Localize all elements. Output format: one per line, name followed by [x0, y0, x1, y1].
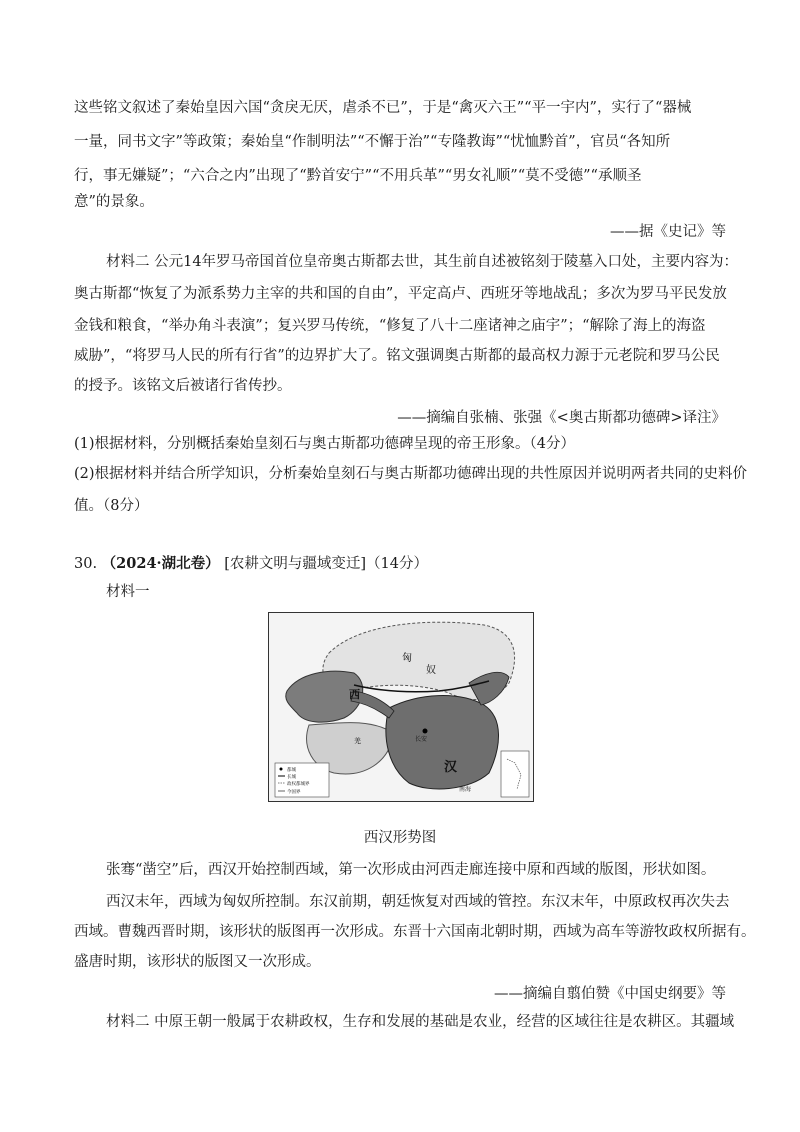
q30-material2-line: 材料二 中原王朝一般属于农耕政权，生存和发展的基础是农业，经营的区域往往是农耕区。其疆域	[106, 1014, 735, 1030]
question-2-line-1: (2)根据材料并结合所学知识，分析秦始皇刻石与奥古斯都功德碑出现的共性原因并说明两者共同的史料价	[74, 466, 748, 482]
question-30-header	[74, 554, 428, 574]
label-han: 汉	[444, 760, 458, 775]
label-nanhai: 南海	[459, 786, 472, 793]
material2-line-5: 的授予。该铭文后被诸行省传抄。	[74, 378, 292, 394]
label-changan: 长安	[415, 736, 428, 743]
material1-line-4: 意”的景象。	[74, 194, 154, 210]
material1-line-3: 行，事无嫌疑”；“六合之内”出现了“黔首安宁”“不用兵革”“男女礼顺”“莫不受德”“承顺圣	[74, 168, 642, 184]
material2-line-2: 奥古斯都“恢复了为派系势力主宰的共和国的自由”，平定高卢、西班牙等地战乱；多次为罗马平民发放	[74, 286, 727, 302]
label-xi: 西	[349, 688, 360, 701]
material1-line-2: 一量，同书文字”等政策；秦始皇“作制明法”“不懈于治”“专隆教诲”“忧恤黔首”，官员“各知所	[74, 134, 671, 150]
q30-material1-label: 材料一	[106, 584, 150, 600]
material2-line-4: 威胁”，“将罗马人民的所有行省”的边界扩大了。铭文强调奥古斯都的最高权力源于元老院和罗马公民	[74, 348, 720, 364]
material2-line-3: 金钱和粮食，“举办角斗表演”；复兴罗马传统，“修复了八十二座诸神之庙宇”；“解除了海上的海盗	[74, 318, 706, 334]
legend-capital-symbol	[280, 768, 283, 771]
paragraph-2-line-3: 盛唐时期，该形状的版图又一次形成。	[74, 954, 321, 970]
question-1: (1)根据材料，分别概括秦始皇刻石与奥古斯都功德碑呈现的帝王形象。（4分）	[74, 436, 576, 452]
map-svg	[269, 613, 533, 801]
material2-source: ——摘编自张楠、张强《<奥古斯都功德碑>译注》	[397, 410, 726, 426]
map-caption: 西汉形势图	[363, 830, 437, 846]
material1-line-1: 这些铭文叙述了秦始皇因六国“贪戾无厌，虐杀不已”，于是“禽灭六王”“平一宇内”，实行了“器械	[74, 100, 692, 116]
material1-source: ——据《史记》等	[610, 224, 726, 240]
map-legend	[275, 763, 329, 797]
question-2-line-2: 值。（8分）	[74, 498, 149, 514]
legend-capital: 都城	[287, 768, 296, 773]
paragraph-1: 张骞“凿空”后，西汉开始控制西域，第一次形成由河西走廊连接中原和西域的版图，形状如图。	[106, 862, 716, 878]
question-number: 30.	[74, 556, 98, 572]
capital-dot	[423, 729, 428, 734]
question-source-tag: （2024·湖北卷）	[101, 555, 220, 572]
label-xiongnu-2: 奴	[426, 665, 436, 676]
western-han-map	[268, 612, 534, 802]
legend-boundary: 政权都城界	[287, 782, 310, 787]
south-sea-inset	[501, 751, 529, 797]
question-topic: [农耕文明与疆域变迁]（14分）	[224, 556, 428, 572]
legend-wall: 长城	[287, 775, 296, 780]
paragraph-2-line-2: 西域。曹魏西晋时期，该形状的版图再一次形成。东晋十六国南北朝时期，西域为高车等游牧政权所据有。	[74, 924, 756, 940]
paragraph-2-line-1: 西汉末年，西域为匈奴所控制。东汉前期，朝廷恢复对西域的管控。东汉末年，中原政权再次失去	[106, 894, 730, 910]
label-xiongnu-1: 匈	[402, 653, 412, 664]
legend-border: 今国界	[287, 790, 301, 795]
material2-line-1: 材料二 公元14年罗马帝国首位皇帝奥古斯都去世，其生前自述被铭刻于陵墓入口处，主要内容为：	[106, 254, 739, 270]
label-qiang: 羌	[354, 737, 361, 745]
han-territory	[386, 696, 499, 789]
paragraph-source: ——摘编自翦伯赞《中国史纲要》等	[494, 986, 726, 1002]
